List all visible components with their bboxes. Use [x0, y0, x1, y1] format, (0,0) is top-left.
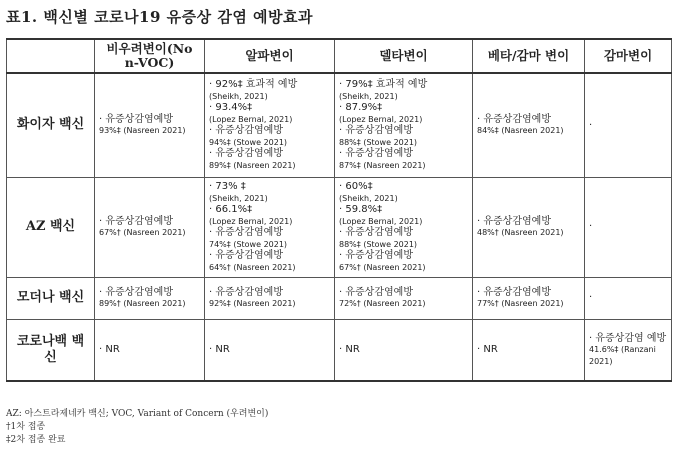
entry-reference-text: 84%‡ (Nasreen 2021) [477, 126, 564, 136]
efficacy-entry [209, 102, 330, 125]
header-cell-gamma: 감마변이 [585, 39, 672, 73]
row-label-vaccine: AZ 백신 [7, 177, 95, 277]
table-cell [585, 277, 672, 319]
efficacy-entry [209, 344, 330, 356]
header-cell-delta: 델타변이 [335, 39, 473, 73]
table-cell [585, 73, 672, 177]
entry-main-text: · 60%‡ [339, 181, 373, 192]
efficacy-entry [339, 102, 468, 125]
efficacy-entry [99, 287, 200, 310]
entry-main-text: · 92%‡ 효과적 예방 [209, 79, 298, 91]
efficacy-entry [339, 181, 468, 204]
table-row [7, 73, 672, 177]
efficacy-entry [339, 148, 468, 171]
efficacy-entry [99, 344, 200, 356]
entry-reference-text: (Sheikh, 2021) [209, 193, 268, 203]
efficacy-entry [99, 216, 200, 239]
entry-main-text: · 유증상감염예방 [99, 113, 173, 125]
efficacy-entry [339, 79, 468, 102]
efficacy-entry [339, 250, 468, 273]
entry-reference-text: (Sheikh, 2021) [209, 91, 268, 101]
entry-reference-text: (Lopez Bernal, 2021) [209, 216, 293, 226]
efficacy-entry [477, 287, 580, 310]
efficacy-entry [209, 181, 330, 204]
table-cell [335, 177, 473, 277]
row-label-vaccine: 화이자 백신 [7, 73, 95, 177]
entry-main-text: · 93.4%‡ [209, 102, 253, 114]
table-row [7, 319, 672, 381]
efficacy-entry [209, 227, 330, 250]
efficacy-entry [209, 79, 330, 102]
efficacy-entry [339, 344, 468, 356]
efficacy-entry [339, 204, 468, 227]
entry-main-text: · 유증상감염예방 [209, 227, 283, 238]
table-row [7, 177, 672, 277]
efficacy-entry [589, 333, 667, 368]
table-cell [473, 177, 585, 277]
table-cell [585, 319, 672, 381]
table-cell [473, 73, 585, 177]
table-cell [473, 319, 585, 381]
entry-main-text: · 유증상감염예방 [339, 148, 413, 160]
efficacy-entry [339, 125, 468, 148]
entry-reference-text: 89%† (Nasreen 2021) [99, 299, 186, 308]
entry-main-text: · NR [99, 344, 120, 355]
efficacy-entry [477, 216, 580, 239]
efficacy-entry [477, 114, 580, 137]
entry-reference-text: 74%‡ (Stowe 2021) [209, 239, 288, 249]
entry-main-text: · 유증상감염예방 [209, 250, 283, 261]
header-cell-non-voc: 비우려변이(No n-VOC) [95, 39, 205, 73]
efficacy-entry [209, 125, 330, 148]
entry-main-text: · 유증상감염예방 [209, 148, 283, 160]
vaccine-efficacy-table [6, 38, 672, 382]
table-cell [335, 277, 473, 319]
efficacy-entry [589, 221, 667, 233]
entry-main-text: · 유증상감염예방 [339, 125, 413, 137]
row-label-vaccine: 코로나백 백신 [7, 319, 95, 381]
entry-main-text: · 73% ‡ [209, 181, 246, 192]
entry-main-text: · 59.8%‡ [339, 204, 383, 215]
efficacy-entry [209, 287, 330, 310]
entry-main-text: · 유증상감염예방 [339, 250, 413, 261]
entry-main-text: · NR [339, 344, 360, 355]
entry-reference-text: 93%‡ (Nasreen 2021) [99, 126, 186, 136]
entry-reference-text: (Lopez Bernal, 2021) [339, 114, 423, 124]
entry-reference-text: 94%‡ (Stowe 2021) [209, 137, 288, 147]
entry-main-text: · [589, 292, 593, 304]
entry-main-text: · 유증상감염예방 [209, 125, 283, 137]
table-cell [205, 73, 335, 177]
entry-main-text: · 유증상감염예방 [339, 286, 413, 298]
entry-main-text: · [589, 119, 593, 131]
table-cell [585, 177, 672, 277]
efficacy-entry [477, 344, 580, 356]
table-cell [335, 319, 473, 381]
table-row [7, 277, 672, 319]
footnote-first-dose: †1차 접종 [6, 422, 46, 432]
header-cell-alpha: 알파변이 [205, 39, 335, 73]
efficacy-entry [209, 250, 330, 273]
entry-main-text: · NR [209, 344, 230, 355]
entry-main-text: · 79%‡ 효과적 예방 [339, 79, 428, 91]
entry-main-text: · 유증상감염예방 [477, 286, 551, 298]
entry-main-text: · [589, 221, 593, 233]
entry-reference-text: (Lopez Bernal, 2021) [209, 114, 293, 124]
header-cell-corner [7, 39, 95, 73]
entry-main-text: · 유증상감염예방 [99, 215, 173, 227]
entry-main-text: · 유증상감염예방 [477, 113, 551, 125]
header-cell-beta-gamma: 베타/감마 변이 [473, 39, 585, 73]
entry-reference-text: 88%‡ (Stowe 2021) [339, 239, 418, 249]
efficacy-entry [339, 287, 468, 310]
table-cell [335, 73, 473, 177]
efficacy-entry [99, 114, 200, 137]
entry-reference-text: 41.6%‡ (Ranzani 2021) [589, 345, 656, 366]
row-label-vaccine: 모더나 백신 [7, 277, 95, 319]
table-title: 표1. 백신별 코로나19 유증상 감염 예방효과 [6, 8, 313, 26]
entry-reference-text: (Sheikh, 2021) [339, 193, 398, 203]
table-cell [95, 277, 205, 319]
entry-reference-text: 77%† (Nasreen 2021) [477, 299, 564, 308]
table-cell [205, 277, 335, 319]
entry-reference-text: 89%‡ (Nasreen 2021) [209, 160, 296, 170]
entry-reference-text: 87%‡ (Nasreen 2021) [339, 160, 426, 170]
table-cell [205, 319, 335, 381]
entry-reference-text: 48%† (Nasreen 2021) [477, 228, 564, 237]
table-cell [95, 177, 205, 277]
table-cell [95, 73, 205, 177]
table-cell [473, 277, 585, 319]
entry-main-text: · 유증상감염예방 [339, 227, 413, 238]
entry-main-text: · 유증상감염예방 [477, 215, 551, 227]
entry-main-text: · 87.9%‡ [339, 102, 383, 114]
entry-main-text: · 유증상감염예방 [209, 286, 283, 298]
footnote-abbreviations: AZ: 아스트라제네카 백신; VOC, Variant of Concern (우려변이) [6, 409, 269, 419]
entry-reference-text: 92%‡ (Nasreen 2021) [209, 299, 296, 308]
efficacy-entry [339, 227, 468, 250]
entry-main-text: · 유증상감염 예방 [589, 332, 667, 344]
table-cell [205, 177, 335, 277]
footnote-second-dose: ‡2차 접종 완료 [6, 435, 66, 445]
header-row [7, 39, 672, 73]
efficacy-entry [209, 204, 330, 227]
entry-main-text: · 유증상감염예방 [99, 286, 173, 298]
entry-reference-text: 67%† (Nasreen 2021) [99, 228, 186, 237]
table-cell [95, 319, 205, 381]
efficacy-entry [589, 120, 667, 132]
entry-reference-text: (Sheikh, 2021) [339, 91, 398, 101]
entry-reference-text: 88%‡ (Stowe 2021) [339, 137, 418, 147]
entry-main-text: · NR [477, 344, 498, 355]
efficacy-entry [209, 148, 330, 171]
entry-reference-text: 64%† (Nasreen 2021) [209, 262, 296, 272]
entry-reference-text: 72%† (Nasreen 2021) [339, 299, 426, 308]
entry-reference-text: (Lopez Bernal, 2021) [339, 216, 423, 226]
entry-main-text: · 66.1%‡ [209, 204, 253, 215]
entry-reference-text: 67%† (Nasreen 2021) [339, 262, 426, 272]
efficacy-entry [589, 292, 667, 304]
footnotes [6, 408, 268, 447]
